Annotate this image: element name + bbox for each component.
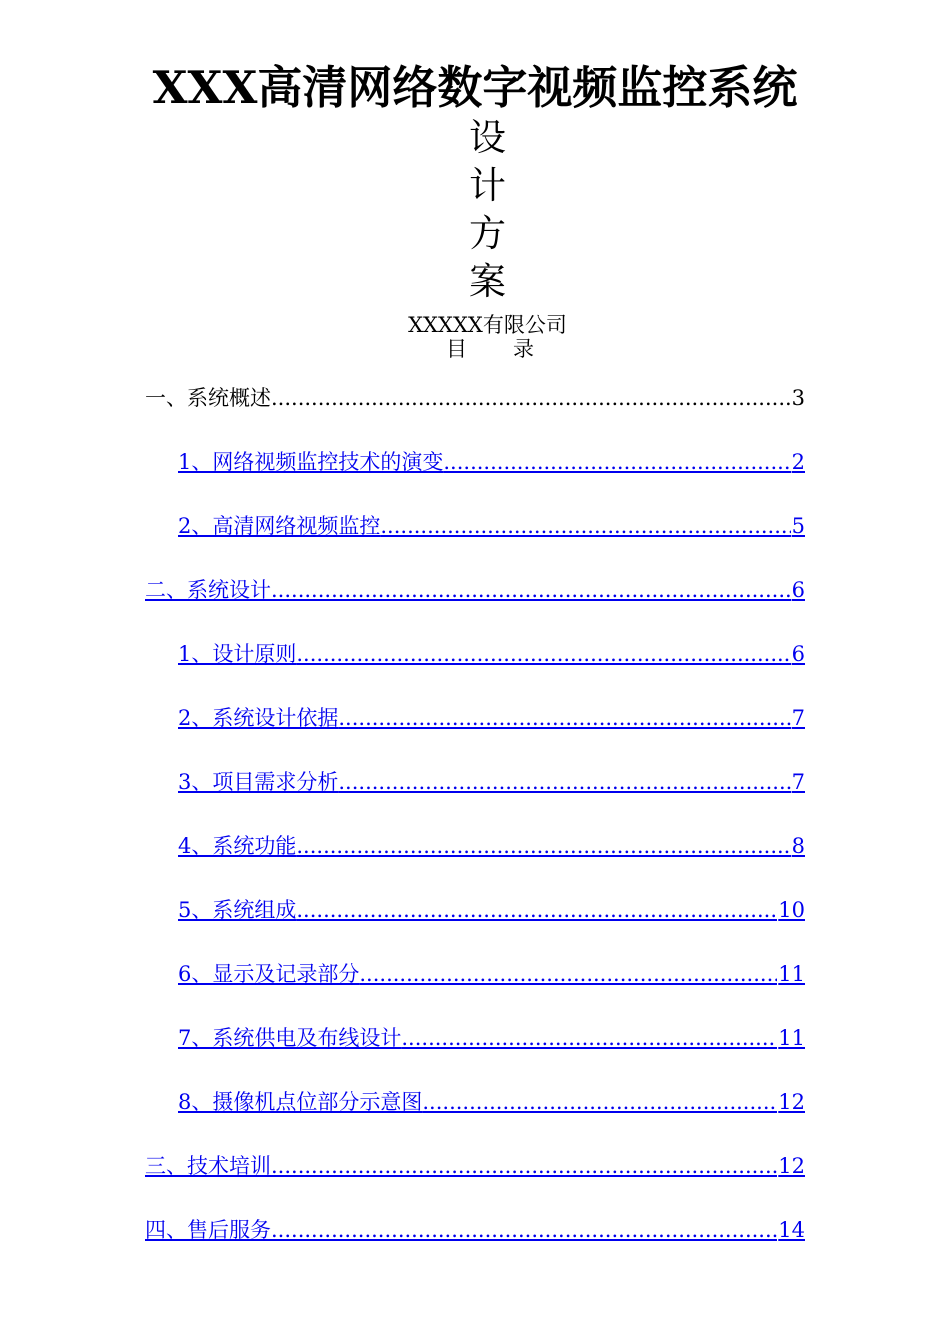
toc-entry-label: 2、高清网络视频监控: [178, 514, 381, 538]
toc-leader-dots: [422, 1088, 777, 1116]
toc-page-number: 11: [778, 1026, 805, 1050]
toc-entry[interactable]: [178, 704, 805, 732]
toc-page-number: 8: [791, 834, 805, 858]
toc-entry[interactable]: [178, 768, 805, 796]
toc-leader-dots: [359, 960, 777, 988]
toc-entry-label: 1、网络视频监控技术的演变: [178, 450, 444, 474]
toc-leader-dots: [271, 1152, 777, 1180]
toc-leader-dots: [338, 768, 790, 796]
toc-entry[interactable]: [145, 1152, 805, 1180]
toc-heading-char: 录: [513, 337, 534, 361]
toc-entry[interactable]: [178, 512, 805, 540]
toc-entry-label: 7、系统供电及布线设计: [178, 1026, 402, 1050]
toc-entry[interactable]: [178, 1088, 805, 1116]
toc-page-number: 6: [791, 578, 805, 602]
toc-entry-label: 4、系统功能: [178, 834, 297, 858]
toc-heading: [0, 336, 950, 362]
toc-leader-dots: [296, 640, 790, 668]
toc-entry[interactable]: [145, 1216, 805, 1244]
toc-entry-label: 6、显示及记录部分: [178, 962, 360, 986]
document-title: XXX高清网络数字视频监控系统: [152, 61, 798, 114]
toc-entry[interactable]: [178, 832, 805, 860]
subtitle-char: 计: [469, 164, 506, 207]
toc-entry-label: 5、系统组成: [178, 898, 297, 922]
subtitle-char: 设: [469, 116, 506, 159]
toc-entry[interactable]: [178, 448, 805, 476]
toc-page-number: 3: [791, 386, 805, 410]
toc-heading-char: 目: [446, 337, 467, 361]
toc-page-number: 12: [778, 1090, 805, 1114]
toc-page-number: 10: [778, 898, 805, 922]
toc-entry[interactable]: [145, 576, 805, 604]
subtitle-char: 方: [469, 212, 506, 255]
toc-leader-dots: [338, 704, 790, 732]
toc-leader-dots: [296, 832, 790, 860]
company-name: XXXXX有限公司: [408, 313, 567, 337]
toc-leader-dots: [296, 896, 777, 924]
toc-entry[interactable]: [178, 896, 805, 924]
toc-page-number: 12: [778, 1154, 805, 1178]
toc-entry-label: 8、摄像机点位部分示意图: [178, 1090, 423, 1114]
toc-entry-label: 1、设计原则: [178, 642, 297, 666]
toc-leader-dots: [271, 1216, 777, 1244]
toc-entry-label: 3、项目需求分析: [178, 770, 339, 794]
toc-entry-label: 四、售后服务: [145, 1218, 271, 1242]
toc-page-number: 11: [778, 962, 805, 986]
toc-entry-label: 一、系统概述: [145, 386, 271, 410]
toc-page-number: 14: [778, 1218, 805, 1242]
subtitle-vertical: [0, 114, 950, 306]
toc-entry[interactable]: [178, 960, 805, 988]
toc-page-number: 6: [791, 642, 805, 666]
toc-leader-dots: [401, 1024, 777, 1052]
toc-entry-label: 二、系统设计: [145, 578, 271, 602]
toc-leader-dots: [271, 384, 791, 412]
toc-page-number: 5: [791, 514, 805, 538]
toc-leader-dots: [443, 448, 790, 476]
toc-page-number: 7: [791, 706, 805, 730]
toc-entry-label: 三、技术培训: [145, 1154, 271, 1178]
subtitle-char: 案: [469, 260, 506, 303]
toc-leader-dots: [380, 512, 790, 540]
toc-entry-label: 2、系统设计依据: [178, 706, 339, 730]
toc-entry[interactable]: [178, 1024, 805, 1052]
toc-page-number: 2: [791, 450, 805, 474]
toc-page-number: 7: [791, 770, 805, 794]
toc-leader-dots: [271, 576, 791, 604]
toc-entry[interactable]: [178, 640, 805, 668]
toc-entry: [145, 384, 805, 412]
